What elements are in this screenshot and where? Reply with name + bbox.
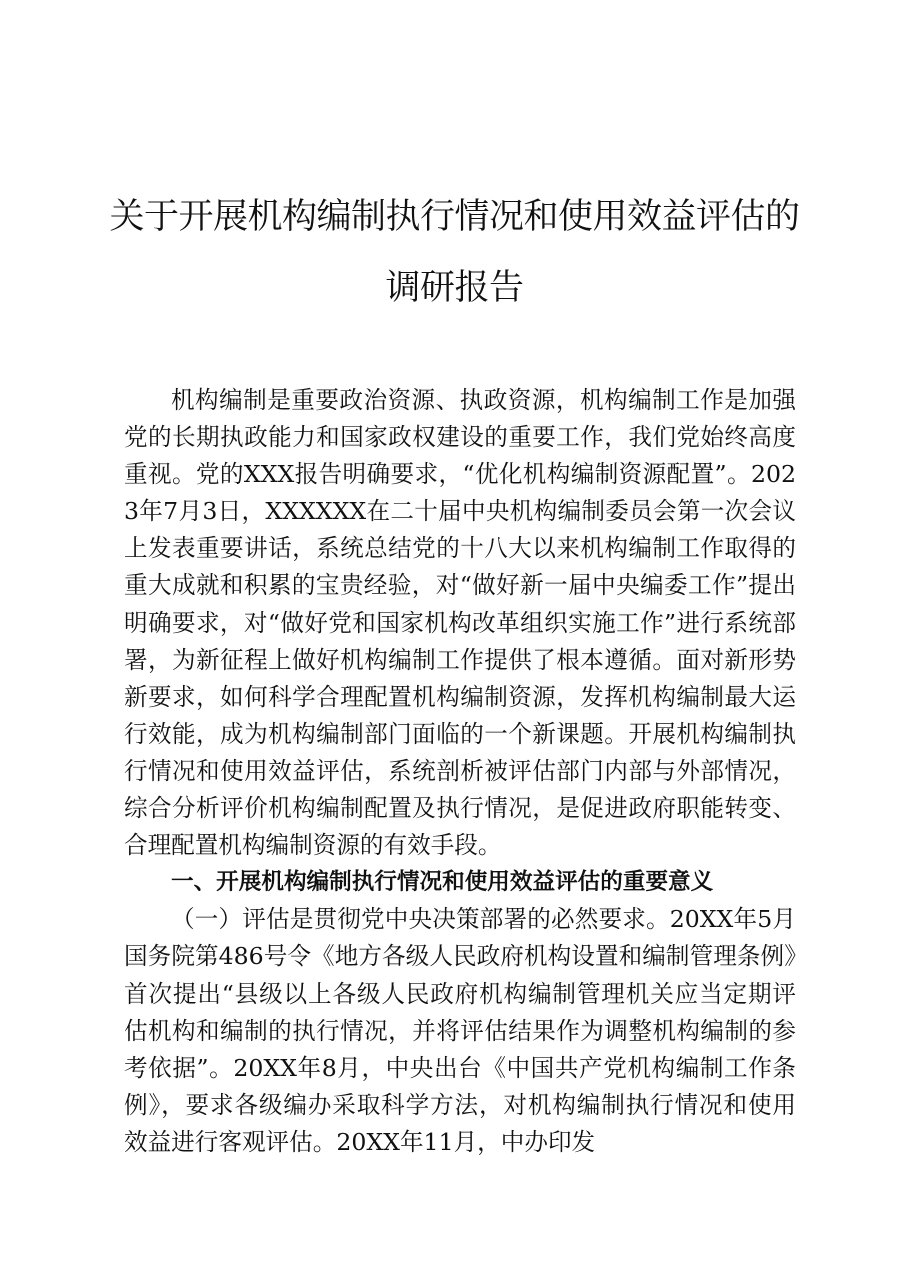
document-title-line-2: 调研报告 [385, 268, 524, 308]
section-heading-1: 一、开展机构编制执行情况和使用效益评估的重要意义 [171, 869, 714, 896]
intro-paragraph: 机构编制是重要政治资源、执政资源，机构编制工作是加强党的长期执政能力和国家政权建设的重要工作，我们党始终高度重视。党的XXX报告明确要求，“优化机构编制资源配置”。2023年7月3日，XXXXXX在二十届中央机构编制委员会第一次会议上发表重要讲话，系统总结党的十八大以来机构编制工作取得的重大成就和积累的宝贵经验，对“做好新一届中央编委工作”提出明确要求，对“做好党和国家机构改革组织实施工作”进行系统部署，为新征程上做好机构编制工作提供了根本遵循。面对新形势新要求，如何科学合理配置机构编制资源，发挥机构编制最大运行效能，成为机构编制部门面临的一个新课题。开展机构编制执行情况和使用效益评估，系统剖析被评估部门内部与外部情况，综合分析评价机构编制配置及执行情况，是促进政府职能转变、合理配置机构编制资源的有效手段。 [124, 386, 796, 860]
subsection-paragraph-1 [124, 901, 796, 1161]
subsection-body: 20XX年5月国务院第486号令《地方各级人民政府机构设置和编制管理条例》首次提出“县级以上各级人民政府机构编制管理机关应当定期评估机构和编制的执行情况，并将评估结果作为调整机构编制的参考依据”。20XX年8月，中央出台《中国共产党机构编制工作条例》，要求各级编办采取科学方法，对机构编制执行情况和使用效益进行客观评估。20XX年11月，中办印发 [124, 905, 796, 1156]
document-body [124, 382, 796, 1161]
subsection-lead: （一）评估是贯彻党中央决策部署的必然要求。 [171, 905, 670, 934]
document-title-line-1: 关于开展机构编制执行情况和使用效益评估的 [109, 197, 800, 237]
